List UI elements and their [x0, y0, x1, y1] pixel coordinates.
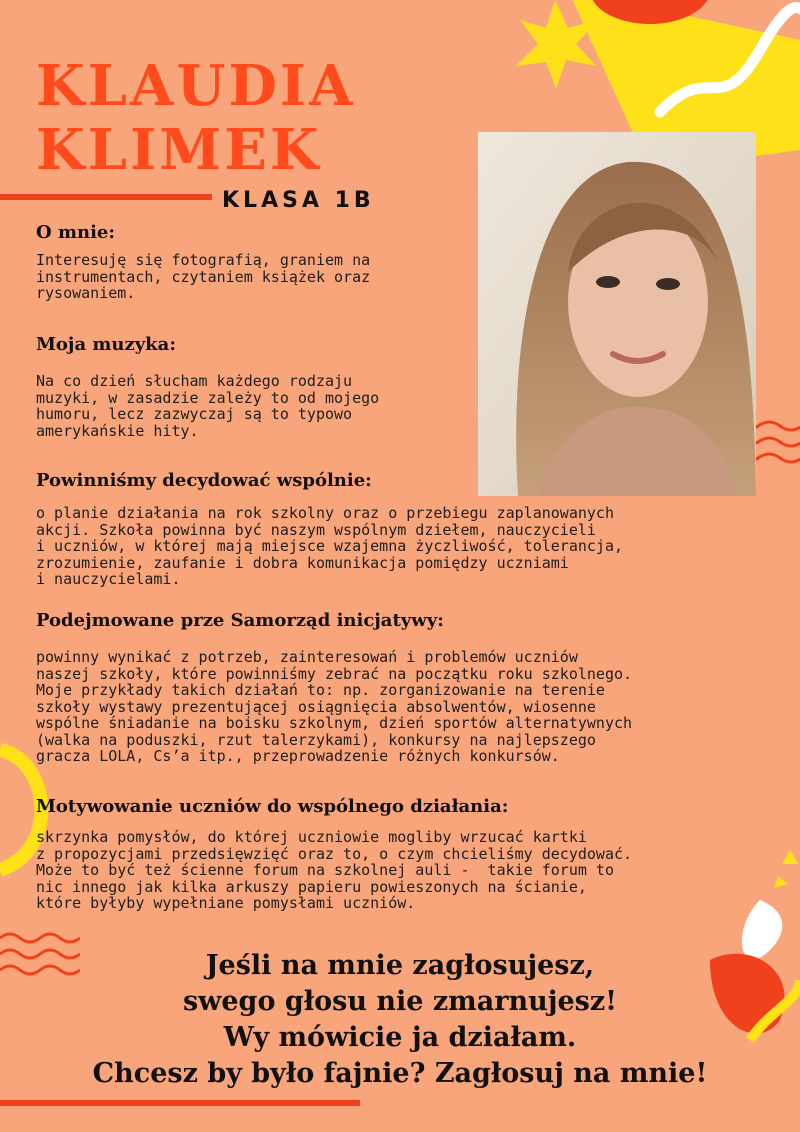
section-text-decide: o planie działania na rok szkolny oraz o przebiegu zaplanowanych akcji. Szkoła powinna być naszym wspólnym dziełem, nauczycieli i uczniów, w której mają miejsce wzajemna życzliwość, tolerancja, zrozumienie, zaufanie i dobra komunikacja pomiędzy uczniami i nauczycielami.: [36, 504, 623, 588]
section-heading-about: O mnie:: [36, 222, 116, 243]
header-underline: [0, 194, 212, 200]
slogan-line: Jeśli na mnie zagłosujesz,: [205, 950, 595, 981]
section-text-motivation: skrzynka pomysłów, do której uczniowie mogliby wrzucać kartki z propozycjami przedsięwzięć oraz to, o czym chcieliśmy decydować. Może to być też ścienne forum na szkolnej auli - takie forum to nic innego jak kilka arkuszy papieru powieszonych na ścianie, które byłyby wypełniane pomysłami uczniów.: [36, 828, 633, 912]
portrait-photo: [478, 132, 756, 496]
section-text-music: Na co dzień słucham każdego rodzaju muzyki, w zasadzie zależy to od mojego humoru, lecz zazwyczaj są to typowo amerykańskie hity.: [36, 372, 380, 440]
first-name: KLAUDIA: [36, 53, 356, 119]
section-text-initiatives: powinny wynikać z potrzeb, zainteresowań i problemów uczniów naszej szkoły, które powinniśmy zebrać na początku roku szkolnego. Moje przykłady takich działań to: np. zorganizowanie na terenie szkoły wystawy prezentującej osiągnięcia absolwentów, wiosenne wspólne śniadanie na boisku szkolnym, dzień sportów alternatywnych (walka na poduszki, rzut talerzykami), konkursy na najlepszego gracza LOLA, Cs’a itp., przeprowadzenie różnych konkursów.: [36, 648, 633, 765]
slogan-line: Chcesz by było fajnie? Zagłosuj na mnie!: [92, 1058, 708, 1089]
slogan-line: swego głosu nie zmarnujesz!: [182, 986, 618, 1017]
slogan: [0, 948, 800, 1092]
class-label: KLASA 1B: [222, 188, 375, 213]
section-heading-motivation: Motywowanie uczniów do wspólnego działania:: [36, 796, 509, 817]
last-name: KLIMEK: [36, 117, 322, 183]
slogan-line: Wy mówicie ja działam.: [223, 1022, 577, 1053]
section-heading-initiatives: Podejmowane prze Samorząd inicjatywy:: [36, 610, 444, 631]
section-heading-decide: Powinniśmy decydować wspólnie:: [36, 470, 372, 491]
footer-underline: [0, 1100, 360, 1106]
section-heading-music: Moja muzyka:: [36, 334, 176, 355]
section-text-about: Interesuję się fotografią, graniem na instrumentach, czytaniem książek oraz rysowaniem.: [36, 251, 371, 302]
